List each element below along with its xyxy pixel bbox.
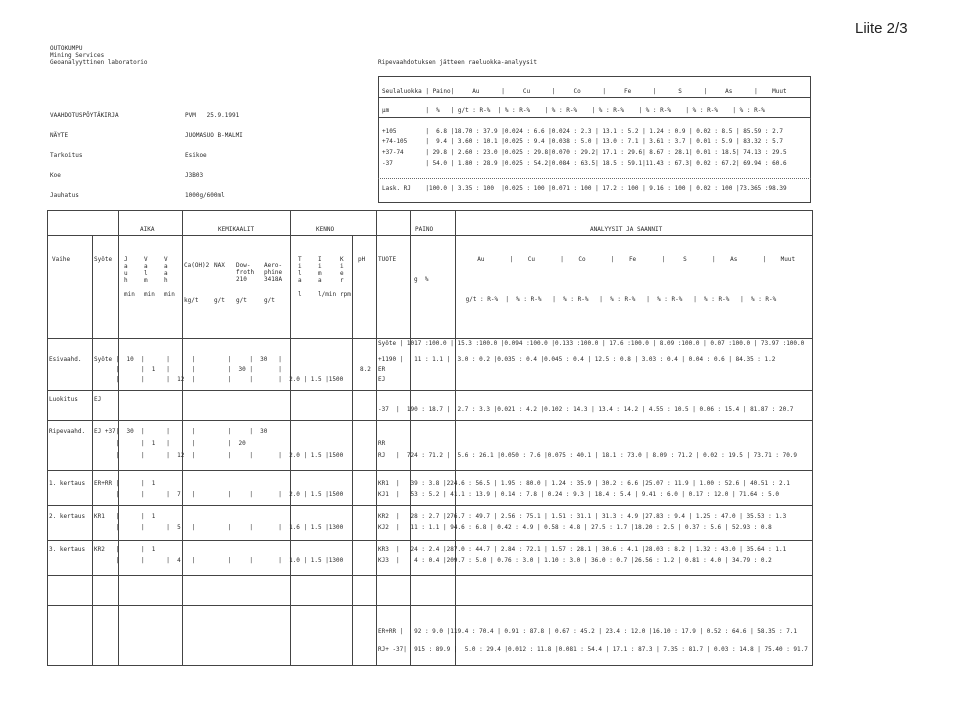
sieve-header: Seulaluokka | Paino| Au | Cu | Co | Fe | S | As | Muut	[382, 88, 787, 95]
info-label-grinding: Jauhatus	[50, 192, 79, 199]
group-header-aika: AIKA	[140, 226, 155, 233]
col-header-vaihe: Vaihe	[52, 256, 71, 263]
stage-label-kertaus-3: 3. kertaus	[49, 546, 86, 553]
sieve-total-row: Lask. RJ |100.0 | 3.35 : 100 |0.025 : 100 |0.071 : 100 | 17.2 : 100 | 9.16 : 100 | 0.02 : 100 |73.365 :98.39	[382, 185, 787, 192]
table-row: +37-74 | 29.8 | 2.60 : 23.0 |0.025 : 29.8|0.070 : 29.2| 17.1 : 29.6| 8.67 : 28.1| 0.01 : 18.5| 74.13 : 29.5	[382, 149, 787, 156]
table-row: -37 | 54.0 | 1.80 : 28.9 |0.025 : 54.2|0.084 : 63.5| 18.5 : 59.1|11.43 : 67.3| 0.02 : 67.2| 69.94 : 60.6	[382, 160, 787, 167]
table-row: | | | 12 | | | | 2.0 | 1.5 |1500	[94, 376, 344, 383]
group-header-paino: PAINO	[415, 226, 434, 233]
table-row: KJ2 | 11 : 1.1 | 94.6 : 6.8 | 0.42 : 4.9 | 0.58 : 4.8 | 27.5 : 1.7 |18.20 : 2.5 | 0.37 : 5.6 | 52.93 : 0.8	[378, 524, 772, 531]
col-header-tila: T i l a l	[298, 256, 302, 298]
page-tag: Liite 2/3	[855, 20, 908, 37]
table-row: KJ1 | 53 : 5.2 | 41.1 : 13.9 | 0.14 : 7.8 | 0.24 : 9.3 | 18.4 : 5.4 | 9.41 : 6.0 | 0.17 : 12.0 | 71.64 : 5.0	[378, 491, 779, 498]
col-header-jauh: J a u h min	[124, 256, 135, 298]
info-value-sample: JUOMASUO B-MALMI	[185, 132, 243, 139]
col-header-vaah: V a a h min	[164, 256, 175, 298]
org-division: Mining Services	[50, 52, 105, 59]
group-header-analyysit: ANALYYSIT JA SAANNIT	[590, 226, 663, 233]
col-header-kierr: K i e r rpm	[340, 256, 351, 298]
table-row: -37 | 190 : 18.7 | 2.7 : 3.3 |0.021 : 4.2 |0.102 : 14.3 | 13.4 : 14.2 | 4.55 : 10.5 | 0.06 : 15.4 | 81.87 : 20.7	[378, 406, 794, 413]
table-row: | | | 5 | | | | 1.6 | 1.5 |1300	[94, 524, 344, 531]
info-label-sample: NÄYTE	[50, 132, 69, 139]
table-row: +105 | 6.8 |18.70 : 37.9 |0.024 : 6.6 |0.024 : 2.3 | 13.1 : 5.2 | 1.24 : 0.9 | 0.02 : 8.5 | 85.59 : 2.7	[382, 128, 783, 135]
table-row: | | 1 | | | 30 | |	[94, 366, 282, 373]
org-lab: Geoanalyyttinen laboratorio	[50, 59, 148, 66]
col-header-ilma: I i m a l/min	[318, 256, 337, 298]
doc-title: Ripevaahdotuksen jätteen raeluokka-analyysit	[378, 59, 537, 66]
metal-header: Au | Cu | Co | Fe | S | As | Muut	[470, 256, 796, 263]
info-value-grinding: 1000g/600ml	[185, 192, 225, 199]
table-row: | | | 4 | | | | 1.0 | 1.5 |1300	[94, 557, 344, 564]
table-row: | | 1 | | | 20	[94, 440, 246, 447]
table-row: EJ	[378, 376, 386, 383]
info-label-purpose: Tarkoitus	[50, 152, 83, 159]
col-header-nax: NAX g/t	[214, 262, 225, 304]
group-header-kemikaalit: KEMIKAALIT	[218, 226, 255, 233]
table-row-syote: Syöte | 1017 :100.0 | 15.3 :100.0 |0.094 :100.0 |0.133 :100.0 | 17.6 :100.0 | 8.09 :100.0 | 0.07 :100.0 | 73.97 :100.0	[378, 340, 805, 347]
ph-value: 8.2	[360, 366, 371, 373]
table-row: Syöte | 10 | | | | | 30 |	[94, 356, 282, 363]
table-row: +74-105 | 9.4 | 3.60 : 10.1 |0.025 : 9.4 |0.038 : 5.0 | 13.0 : 7.1 | 3.61 : 3.7 | 0.01 : 5.9 | 83.32 : 5.7	[382, 138, 783, 145]
col-header-caoh: Ca(OH)2 kg/t	[184, 262, 210, 304]
col-header-weight: g %	[414, 276, 429, 283]
table-row: KR1 | | 1	[94, 513, 156, 520]
col-header-tuote: TUOTE	[378, 256, 397, 263]
table-row: ER+RR | | 1	[94, 480, 156, 487]
metal-units: g/t : R-% | % : R-% | % : R-% | % : R-% | % : R-% | % : R-% | % : R-%	[462, 296, 777, 303]
table-row: KR1 | 39 : 3.8 |224.6 : 56.5 | 1.95 : 80.0 | 1.24 : 35.9 | 30.2 : 6.6 |25.07 : 11.9 | 1.00 : 52.6 | 40.51 : 2.1	[378, 480, 790, 487]
stage-label-esivaahd: Esivaahd.	[49, 356, 82, 363]
table-row-sum-tailings: RJ+ -37| 915 : 89.9 | 5.0 : 29.4 |0.012 : 11.8 |0.081 : 54.4 | 17.1 : 87.3 | 7.35 : 81.7 | 0.03 : 14.8 | 75.40 : 91.7	[378, 646, 808, 653]
table-row-sum-concentrate: ER+RR | 92 : 9.0 |119.4 : 70.4 | 0.91 : 87.8 | 0.67 : 45.2 | 23.4 : 12.0 |16.10 : 17.9 | 0.52 : 64.6 | 58.35 : 7.1	[378, 628, 798, 635]
col-header-valm: V a l m min	[144, 256, 155, 298]
info-label-test: Koe	[50, 172, 61, 179]
info-value-test: J3B03	[185, 172, 204, 179]
table-row: KR2 | | 1	[94, 546, 156, 553]
info-label-protocol: VAAHDOTUSPÖYTÄKIRJA	[50, 112, 119, 119]
group-header-kenno: KENNO	[316, 226, 335, 233]
table-row: | | | 12 | | | | 2.0 | 1.5 |1500	[94, 452, 344, 459]
table-row: +1190 | 11 : 1.1 | 3.0 : 0.2 |0.035 : 0.4 |0.045 : 0.4 | 12.5 : 0.8 | 3.03 : 0.4 | 0.04 : 0.6 | 84.35 : 1.2	[378, 356, 776, 363]
table-row: RJ | 724 : 71.2 | 5.6 : 26.1 |0.050 : 7.6 |0.075 : 40.1 | 18.1 : 73.0 | 8.09 : 71.2 | 0.02 : 19.5 | 73.71 : 70.9	[378, 452, 798, 459]
table-row: KJ3 | 4 : 0.4 |209.7 : 5.0 | 0.76 : 3.0 | 1.10 : 3.0 | 36.0 : 0.7 |26.56 : 1.2 | 0.81 : 4.0 | 34.79 : 0.2	[378, 557, 772, 564]
stage-label-luokitus: Luokitus	[49, 396, 78, 403]
info-value-purpose: Esikoe	[185, 152, 207, 159]
stage-label-ripevaahd: Ripevaahd.	[49, 428, 86, 435]
table-row: | | | 7 | | | | 2.0 | 1.5 |1500	[94, 491, 344, 498]
table-row: ER	[378, 366, 386, 373]
col-header-dowfroth: Dow- froth 210 g/t	[236, 262, 255, 304]
table-row: EJ	[94, 396, 102, 403]
sieve-units: µm | % | g/t : R-% | % : R-% | % : R-% | % : R-% | % : R-% | % : R-% | % : R-%	[382, 107, 765, 114]
col-header-syote: Syöte	[94, 256, 113, 263]
stage-label-kertaus-2: 2. kertaus	[49, 513, 86, 520]
table-row: RR	[378, 440, 386, 447]
info-value-date: PVM 25.9.1991	[185, 112, 240, 119]
table-row: KR2 | 28 : 2.7 |276.7 : 49.7 | 2.56 : 75.1 | 1.51 : 31.1 | 31.3 : 4.9 |27.83 : 9.4 | 1.25 : 47.0 | 35.53 : 1.3	[378, 513, 787, 520]
col-header-ph: pH	[358, 256, 366, 263]
table-row: EJ +37| 30 | | | | | 30	[94, 428, 268, 435]
stage-label-kertaus-1: 1. kertaus	[49, 480, 86, 487]
table-row: KR3 | 24 : 2.4 |287.0 : 44.7 | 2.84 : 72.1 | 1.57 : 28.1 | 30.6 : 4.1 |28.03 : 8.2 | 1.32 : 43.0 | 35.64 : 1.1	[378, 546, 787, 553]
org-name: OUTOKUMPU	[50, 45, 83, 52]
col-header-aerophine: Aero- phine 3418A g/t	[264, 262, 283, 304]
